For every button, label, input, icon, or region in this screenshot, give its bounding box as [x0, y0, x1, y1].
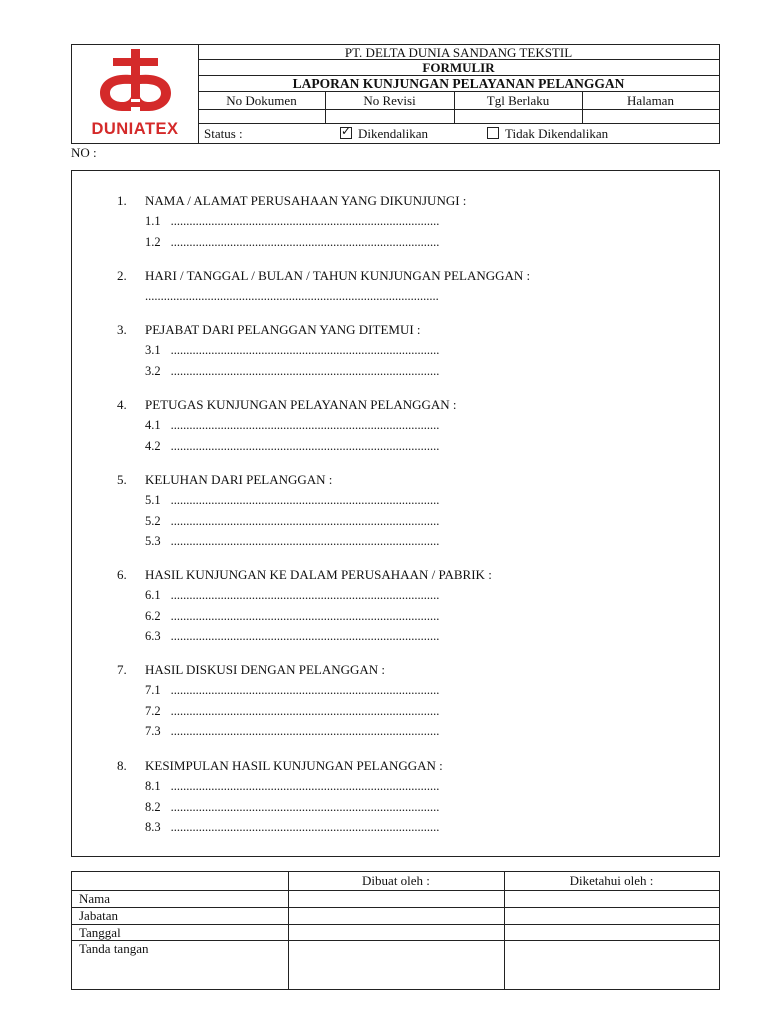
- question-text: NAMA / ALAMAT PERUSAHAAN YANG DIKUNJUNGI :: [145, 193, 467, 208]
- answer-line[interactable]: [145, 289, 439, 304]
- answer-dots: ......................................................................................: [170, 343, 440, 357]
- answer-line-number: 6.3: [145, 629, 161, 644]
- logo-cell: [72, 45, 199, 143]
- status-option-label: Dikendalikan: [358, 126, 429, 141]
- question-number: 7.: [117, 662, 127, 677]
- column-header-tgl-berlaku: Tgl Berlaku: [486, 93, 550, 108]
- checkbox-checked-icon[interactable]: [340, 127, 352, 139]
- answer-line-number: 6.1: [145, 588, 161, 602]
- answer-dots: ......................................................................................: [170, 418, 440, 432]
- answer-dots: ......................................................................................: [170, 683, 440, 697]
- answer-line-number: 7.3: [145, 724, 161, 739]
- answer-line-number: 5.2: [145, 513, 161, 528]
- status-option-label: Tidak Dikendalikan: [505, 126, 609, 141]
- question-number: 4.: [117, 397, 127, 412]
- answer-line[interactable]: [145, 629, 439, 644]
- answer-dots: ..............................................................................................: [145, 289, 439, 303]
- question-text: PETUGAS KUNJUNGAN PELAYANAN PELANGGAN :: [145, 397, 457, 412]
- brand-name: DUNIATEX: [91, 120, 179, 138]
- duniatex-logo-icon: [72, 45, 198, 120]
- answer-line[interactable]: [145, 779, 439, 794]
- question-text: HASIL DISKUSI DENGAN PELANGGAN :: [145, 662, 386, 677]
- answer-dots: ......................................................................................: [170, 820, 440, 835]
- answer-dots: ......................................................................................: [170, 363, 440, 378]
- answer-line[interactable]: [145, 418, 439, 433]
- answer-line[interactable]: [145, 235, 439, 250]
- row-label-tanggal: Tanggal: [79, 925, 121, 940]
- question-number: 3.: [117, 322, 127, 337]
- question-text: KESIMPULAN HASIL KUNJUNGAN PELANGGAN :: [145, 758, 443, 773]
- row-label-tanda-tangan: Tanda tangan: [79, 941, 149, 956]
- answer-dots: ......................................................................................: [170, 588, 440, 602]
- divider: [72, 890, 719, 891]
- answer-dots: ......................................................................................: [170, 493, 440, 507]
- answer-dots: ......................................................................................: [170, 629, 440, 644]
- status-option-dikendalikan[interactable]: [340, 126, 428, 141]
- answer-line[interactable]: [145, 609, 439, 624]
- answer-line-number: 7.2: [145, 703, 161, 718]
- answer-line[interactable]: [145, 820, 439, 835]
- answer-dots: ......................................................................................: [170, 724, 440, 739]
- divider: [198, 123, 719, 124]
- column-header-no-dokumen: No Dokumen: [226, 93, 297, 108]
- answer-line-number: 8.1: [145, 779, 161, 793]
- status-option-tidak-dikendalikan[interactable]: [487, 126, 608, 141]
- dibuat-oleh-header: Dibuat oleh :: [362, 873, 430, 888]
- answer-line[interactable]: [145, 800, 439, 815]
- diketahui-oleh-header: Diketahui oleh :: [569, 873, 654, 888]
- divider: [72, 940, 719, 941]
- signature-table: [71, 871, 720, 990]
- answer-line-number: 6.2: [145, 608, 161, 623]
- question-number: 1.: [117, 193, 127, 208]
- answer-line[interactable]: [145, 514, 439, 529]
- form-header-table: [71, 44, 720, 144]
- question-number: 5.: [117, 472, 127, 487]
- answer-line-number: 8.3: [145, 820, 161, 835]
- answer-dots: ......................................................................................: [170, 779, 440, 793]
- answer-line[interactable]: [145, 683, 439, 698]
- question-number: 6.: [117, 567, 127, 582]
- answer-line-number: 3.2: [145, 363, 161, 378]
- divider: [198, 109, 719, 110]
- answer-line[interactable]: [145, 214, 439, 229]
- question-text: HARI / TANGGAL / BULAN / TAHUN KUNJUNGAN PELANGGAN :: [145, 268, 531, 283]
- answer-line[interactable]: [145, 493, 439, 508]
- answer-line[interactable]: [145, 364, 439, 379]
- answer-line[interactable]: [145, 704, 439, 719]
- answer-dots: ......................................................................................: [170, 799, 440, 814]
- form-number-label: NO :: [71, 145, 97, 160]
- question-text: PEJABAT DARI PELANGGAN YANG DITEMUI :: [145, 322, 421, 337]
- answer-dots: ......................................................................................: [170, 513, 440, 528]
- answer-line-number: 3.1: [145, 343, 161, 357]
- answer-line-number: 4.1: [145, 418, 161, 432]
- question-text: KELUHAN DARI PELANGGAN :: [145, 472, 333, 487]
- answer-line-number: 8.2: [145, 799, 161, 814]
- answer-dots: ......................................................................................: [170, 534, 440, 549]
- answer-line[interactable]: [145, 534, 439, 549]
- form-title: LAPORAN KUNJUNGAN PELAYANAN PELANGGAN: [292, 76, 625, 91]
- column-header-halaman: Halaman: [627, 93, 674, 108]
- company-name: PT. DELTA DUNIA SANDANG TEKSTIL: [344, 45, 573, 60]
- divider: [72, 907, 719, 908]
- form-type: FORMULIR: [422, 60, 495, 75]
- column-header-no-revisi: No Revisi: [363, 93, 416, 108]
- answer-line[interactable]: [145, 588, 439, 603]
- question-number: 2.: [117, 268, 127, 283]
- divider: [72, 924, 719, 925]
- checkbox-unchecked-icon[interactable]: [487, 127, 499, 139]
- answer-dots: ......................................................................................: [170, 703, 440, 718]
- question-text: HASIL KUNJUNGAN KE DALAM PERUSAHAAN / PABRIK :: [145, 567, 492, 582]
- row-label-nama: Nama: [79, 891, 111, 906]
- answer-dots: ......................................................................................: [170, 234, 440, 249]
- answer-dots: ......................................................................................: [170, 214, 440, 228]
- question-number: 8.: [117, 758, 127, 773]
- row-label-jabatan: Jabatan: [79, 908, 118, 923]
- answer-line-number: 1.2: [145, 234, 161, 249]
- divider: [198, 91, 719, 92]
- answer-dots: ......................................................................................: [170, 438, 440, 453]
- answer-line-number: 7.1: [145, 683, 161, 697]
- answer-line-number: 1.1: [145, 214, 161, 228]
- answer-line[interactable]: [145, 343, 439, 358]
- answer-line[interactable]: [145, 439, 439, 454]
- answer-line-number: 5.1: [145, 493, 161, 507]
- answer-line-number: 5.3: [145, 534, 161, 549]
- answer-line-number: 4.2: [145, 438, 161, 453]
- answer-dots: ......................................................................................: [170, 608, 440, 623]
- answer-line[interactable]: [145, 724, 439, 739]
- status-label: Status :: [204, 126, 243, 141]
